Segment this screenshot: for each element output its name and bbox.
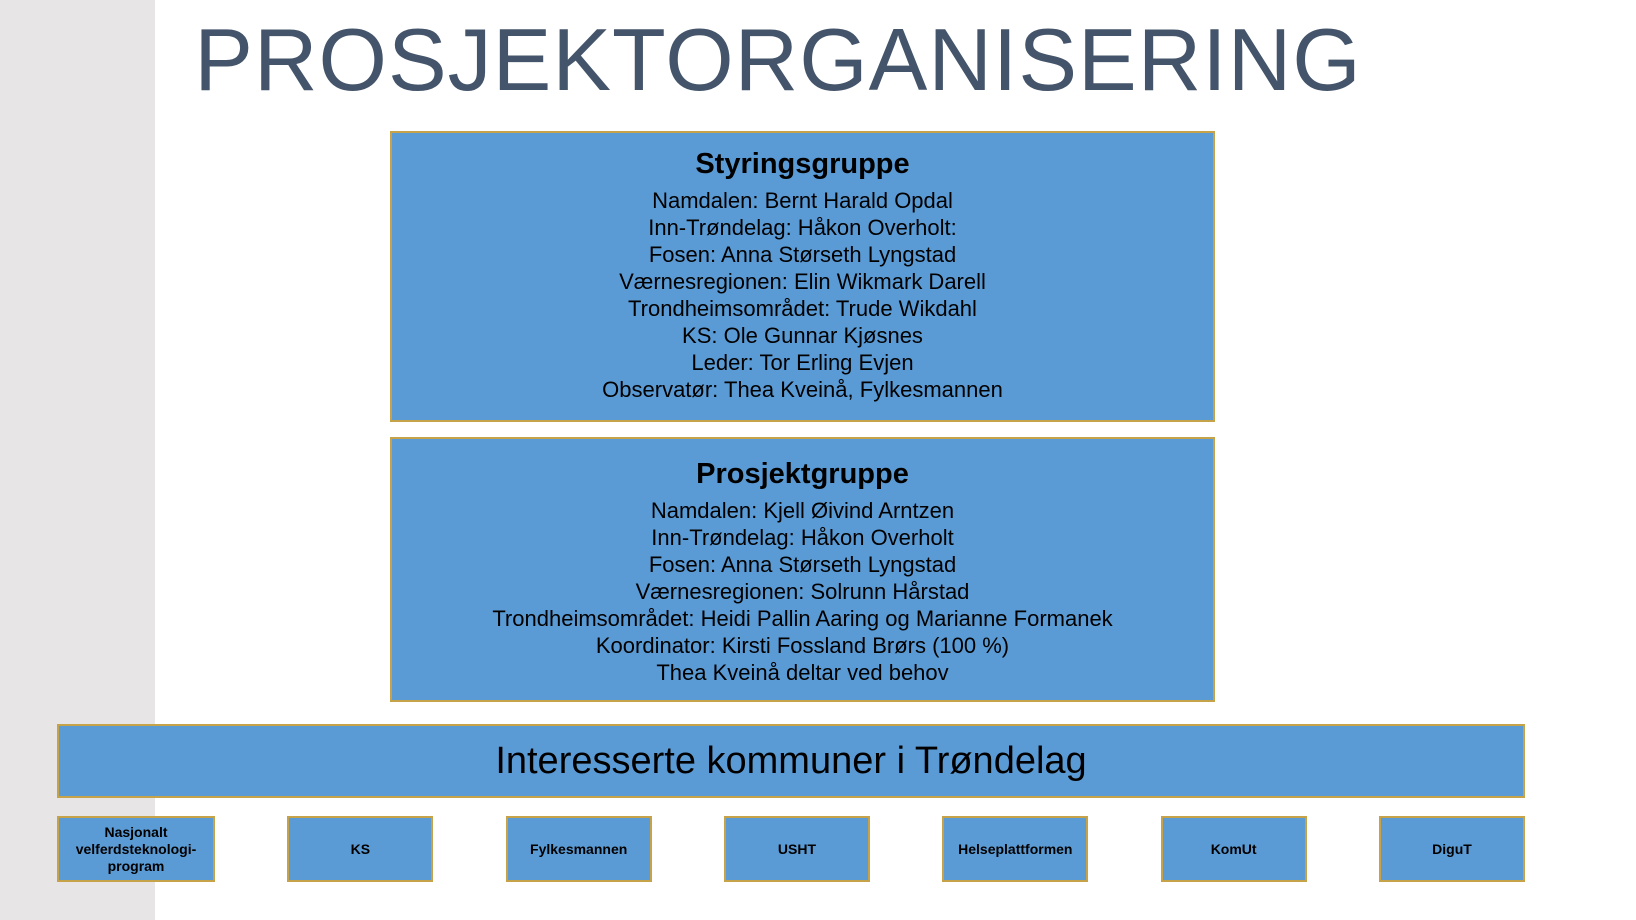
member-line: Namdalen: Kjell Øivind Arntzen — [650, 498, 955, 523]
stakeholder-label: Nasjonalt velferdsteknologi-program — [75, 823, 197, 874]
stakeholder-box — [724, 816, 870, 882]
stakeholder-label: DiguT — [1432, 840, 1472, 857]
member-line: Fosen: Anna Størseth Lyngstad — [648, 242, 957, 267]
stakeholder-label: Helseplattformen — [958, 840, 1073, 857]
prosjektgruppe-box — [390, 437, 1215, 702]
stakeholder-box — [506, 816, 652, 882]
stakeholder-box — [57, 816, 215, 882]
interesserte-kommuner-banner-label: Interesserte kommuner i Trøndelag — [495, 740, 1087, 782]
stakeholder-box — [287, 816, 433, 882]
stakeholder-label: KS — [350, 840, 371, 857]
member-line: Inn-Trøndelag: Håkon Overholt — [651, 525, 954, 550]
member-line: Leder: Tor Erling Evjen — [691, 350, 914, 375]
stakeholder-label: USHT — [777, 840, 817, 857]
styringsgruppe-heading: Styringsgruppe — [695, 148, 910, 180]
stakeholder-box — [1379, 816, 1525, 882]
member-line: Inn-Trøndelag: Håkon Overholt: — [648, 215, 957, 240]
member-line: Fosen: Anna Størseth Lyngstad — [648, 552, 957, 577]
prosjektgruppe-member-list — [392, 497, 1213, 686]
member-line: Observatør: Thea Kveinå, Fylkesmannen — [602, 377, 1003, 402]
slide-title: PROSJEKTORGANISERING — [194, 10, 1362, 109]
member-line: KS: Ole Gunnar Kjøsnes — [682, 323, 923, 348]
member-line: Værnesregionen: Solrunn Hårstad — [635, 579, 970, 604]
stakeholder-label: Fylkesmannen — [530, 840, 628, 857]
styringsgruppe-member-list — [392, 187, 1213, 403]
styringsgruppe-box — [390, 131, 1215, 422]
member-line: Trondheimsområdet: Trude Wikdahl — [628, 296, 977, 321]
stakeholder-row — [57, 816, 1525, 882]
member-line: Namdalen: Bernt Harald Opdal — [652, 188, 953, 213]
interesserte-kommuner-banner — [57, 724, 1525, 798]
stakeholder-box — [1161, 816, 1307, 882]
member-line: Trondheimsområdet: Heidi Pallin Aaring og Marianne Formanek — [492, 606, 1113, 631]
prosjektgruppe-heading: Prosjektgruppe — [696, 458, 909, 490]
member-line: Koordinator: Kirsti Fossland Brørs (100 %) — [595, 633, 1010, 658]
stakeholder-box — [942, 816, 1088, 882]
stakeholder-label: KomUt — [1210, 840, 1257, 857]
member-line: Værnesregionen: Elin Wikmark Darell — [619, 269, 986, 294]
member-line: Thea Kveinå deltar ved behov — [656, 660, 949, 685]
